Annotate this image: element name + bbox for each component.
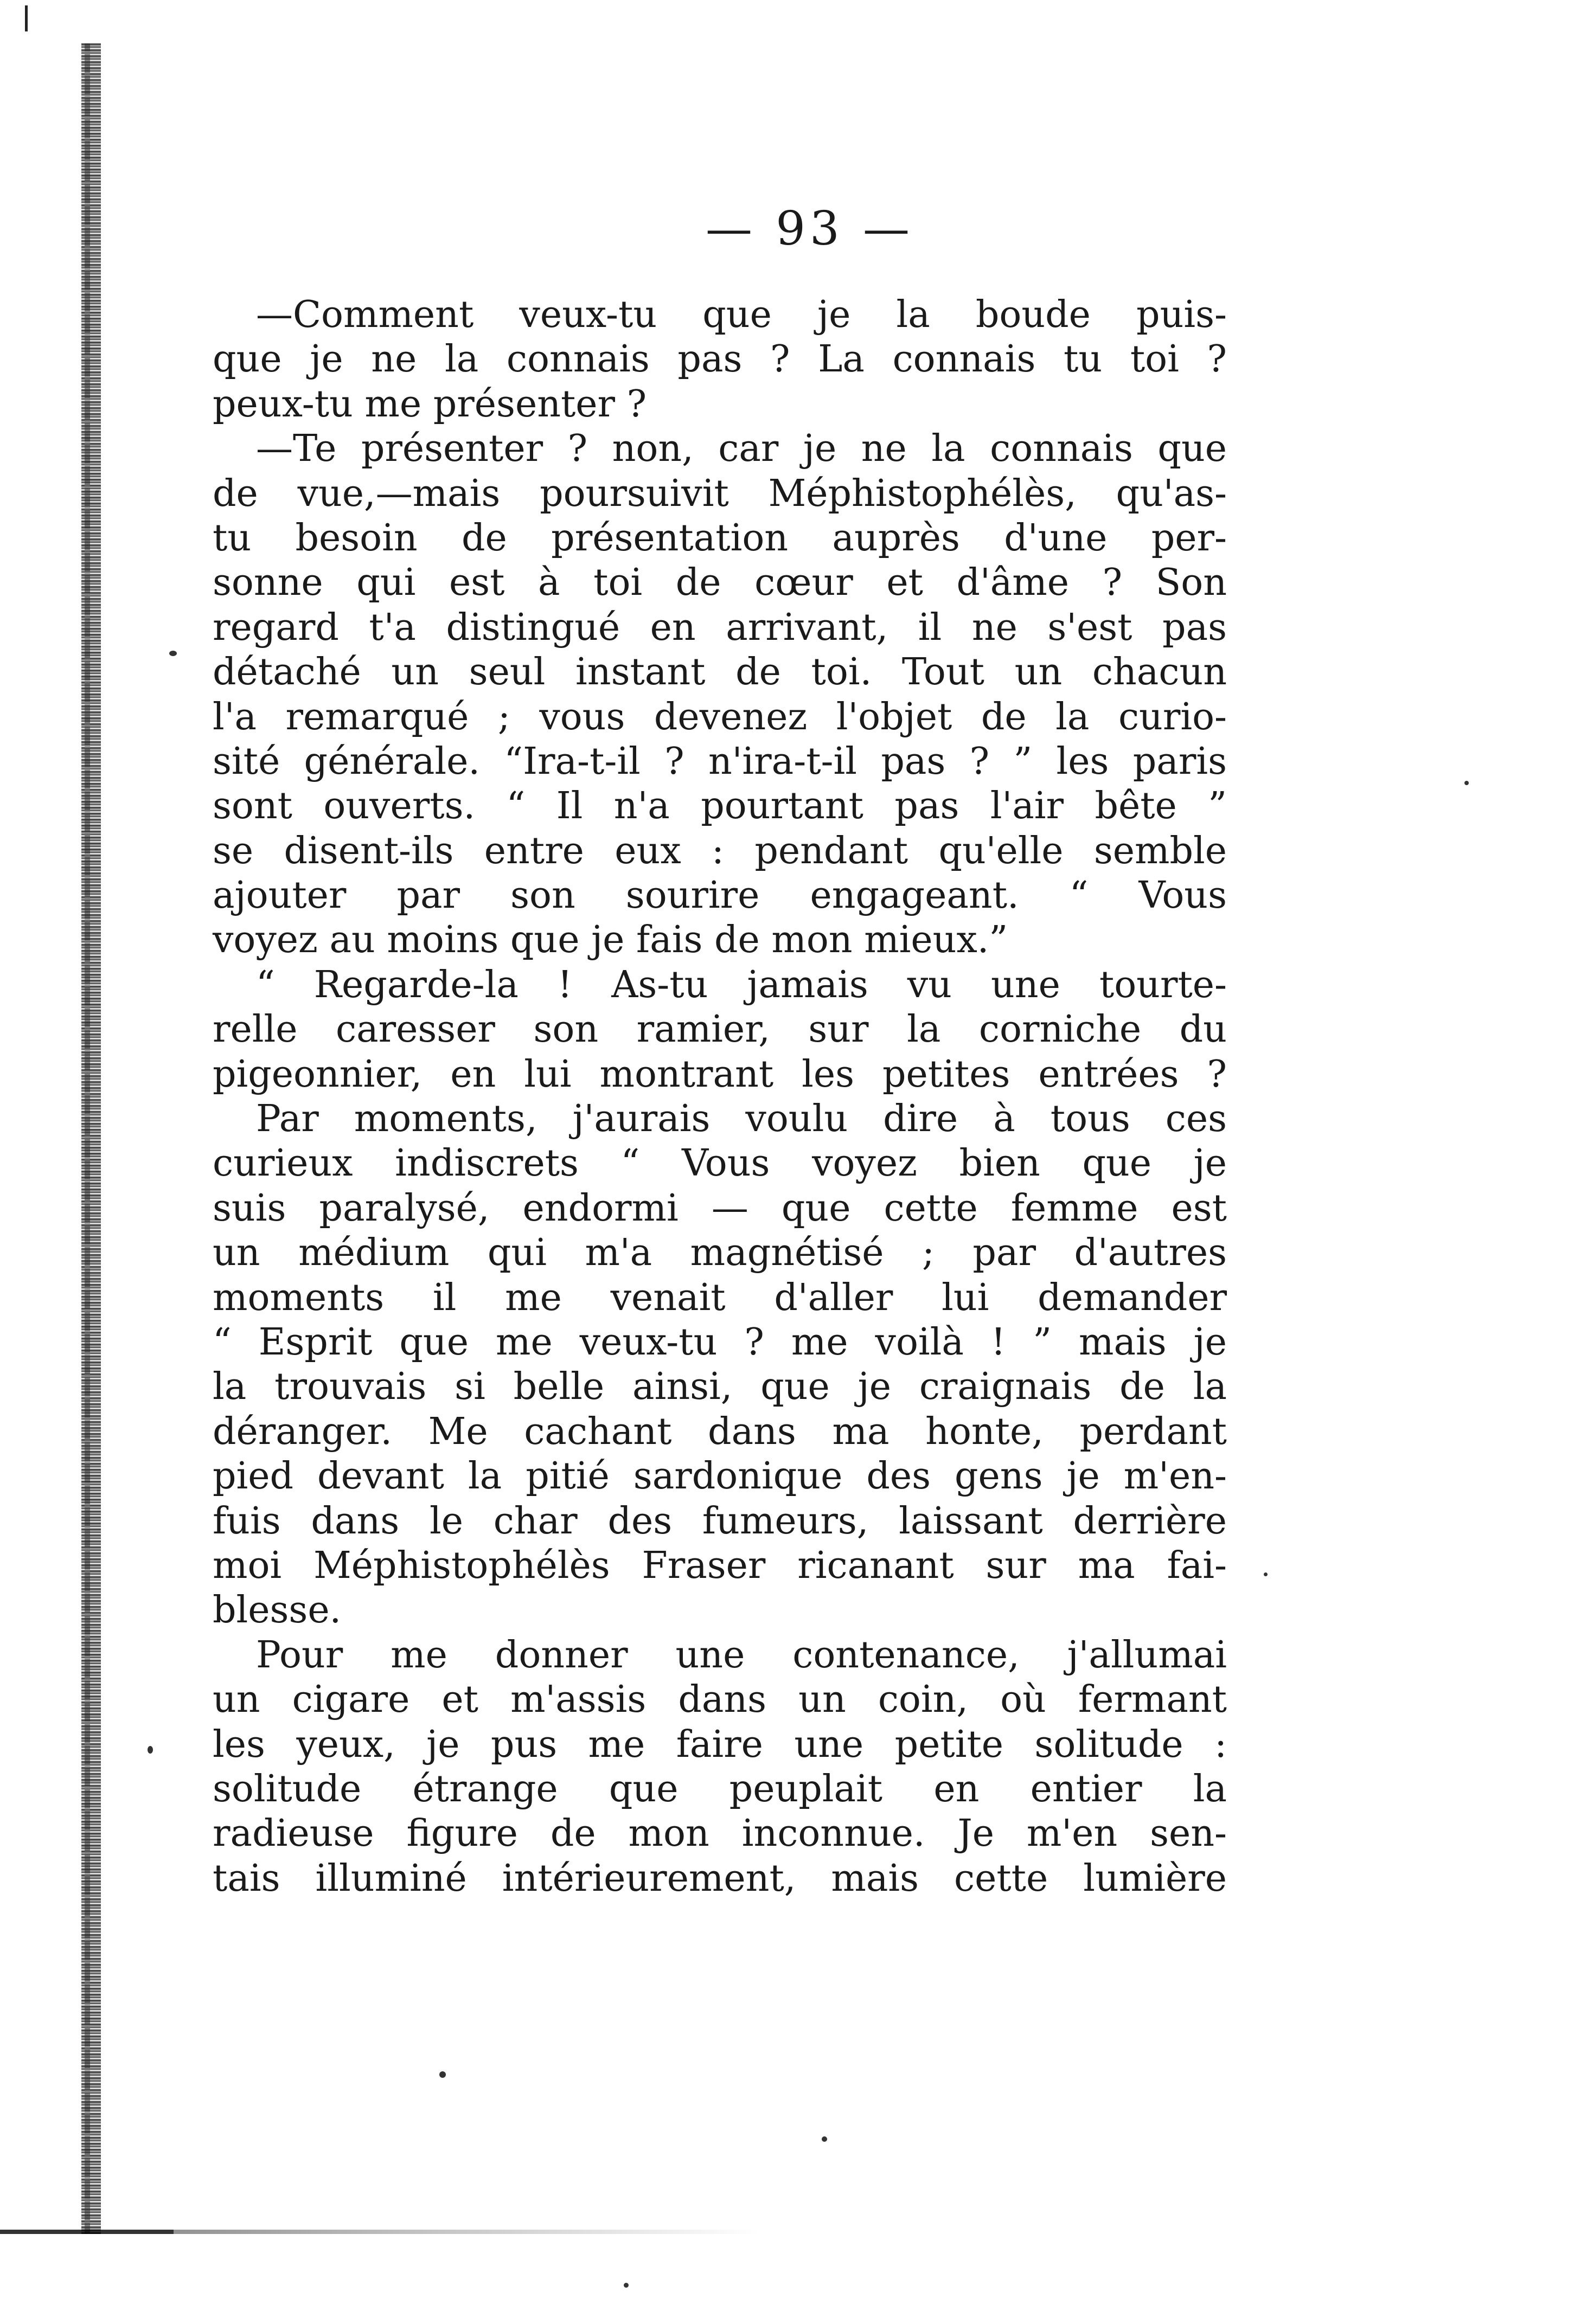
- binding-edge: [81, 43, 101, 2234]
- ink-speck: [148, 1746, 153, 1754]
- text-line: fuis dans le char des fumeurs, laissant derrière: [213, 1499, 1227, 1543]
- margin-mark: [25, 5, 28, 31]
- text-line: déranger. Me cachant dans ma honte, perdant: [213, 1410, 1227, 1453]
- text-line: regard t'a distingué en arrivant, il ne s'est pas: [213, 606, 1227, 649]
- ink-speck: [169, 651, 177, 656]
- text-line: suis paralysé, endormi — que cette femme est: [213, 1186, 1227, 1230]
- text-line: tais illuminé intérieurement, mais cette lumière: [213, 1857, 1227, 1900]
- text-line: un cigare et m'assis dans un coin, où fermant: [213, 1678, 1227, 1722]
- text-line: détaché un seul instant de toi. Tout un chacun: [213, 651, 1227, 694]
- text-line: la trouvais si belle ainsi, que je craignais de la: [213, 1365, 1227, 1409]
- text-line: moi Méphistophélès Fraser ricanant sur ma fai-: [213, 1544, 1227, 1587]
- text-line: sont ouverts. “ Il n'a pourtant pas l'air bête ”: [213, 785, 1227, 828]
- body-text: [213, 293, 1227, 1901]
- text-line: l'a remarqué ; vous devenez l'objet de la curio-: [213, 695, 1227, 739]
- text-line: Par moments, j'aurais voulu dire à tous ces: [256, 1097, 1227, 1141]
- text-line: moments il me venait d'aller lui demander: [213, 1276, 1227, 1319]
- ink-speck: [822, 2136, 827, 2142]
- text-line: voyez au moins que je fais de mon mieux.”: [213, 919, 1008, 962]
- text-line: se disent-ils entre eux : pendant qu'elle semble: [213, 829, 1227, 872]
- text-line: un médium qui m'a magnétisé ; par d'autres: [213, 1231, 1227, 1275]
- text-line: —Comment veux-tu que je la boude puis-: [256, 293, 1227, 336]
- text-line: “ Regarde-la ! As-tu jamais vu une tourte-: [256, 963, 1227, 1006]
- text-line: sité générale. “Ira-t-il ? n'ira-t-il pas ? ” les paris: [213, 740, 1227, 783]
- text-line: solitude étrange que peuplait en entier la: [213, 1767, 1227, 1811]
- ink-speck: [1264, 1572, 1268, 1576]
- text-line: tu besoin de présentation auprès d'une per-: [213, 516, 1227, 560]
- text-line: de vue,—mais poursuivit Méphistophélès, qu'as-: [213, 472, 1227, 515]
- text-line: curieux indiscrets “ Vous voyez bien que je: [213, 1142, 1227, 1185]
- text-line: pied devant la pitié sardonique des gens je m'en-: [213, 1455, 1227, 1498]
- text-line: que je ne la connais pas ? La connais tu toi ?: [213, 338, 1227, 381]
- text-line: les yeux, je pus me faire une petite solitude :: [213, 1723, 1227, 1766]
- text-line: peux-tu me présenter ?: [213, 382, 647, 426]
- text-line: Pour me donner une contenance, j'allumai: [256, 1633, 1227, 1677]
- ink-speck: [439, 2071, 446, 2078]
- text-line: —Te présenter ? non, car je ne la connais que: [256, 427, 1227, 471]
- text-line: ajouter par son sourire engageant. “ Vous: [213, 874, 1227, 917]
- text-line: pigeonnier, en lui montrant les petites entrées ?: [213, 1052, 1227, 1096]
- text-line: “ Esprit que me veux-tu ? me voilà ! ” mais je: [213, 1320, 1227, 1364]
- text-line: relle caresser son ramier, sur la corniche du: [213, 1008, 1227, 1051]
- ink-speck: [624, 2283, 629, 2288]
- bottom-page-edge: [0, 2230, 1587, 2234]
- text-line: sonne qui est à toi de cœur et d'âme ? Son: [213, 561, 1227, 605]
- text-line: radieuse figure de mon inconnue. Je m'en sen-: [213, 1812, 1227, 1856]
- text-line: blesse.: [213, 1589, 342, 1632]
- ink-speck: [1464, 781, 1469, 785]
- page-number: — 93 —: [705, 202, 914, 256]
